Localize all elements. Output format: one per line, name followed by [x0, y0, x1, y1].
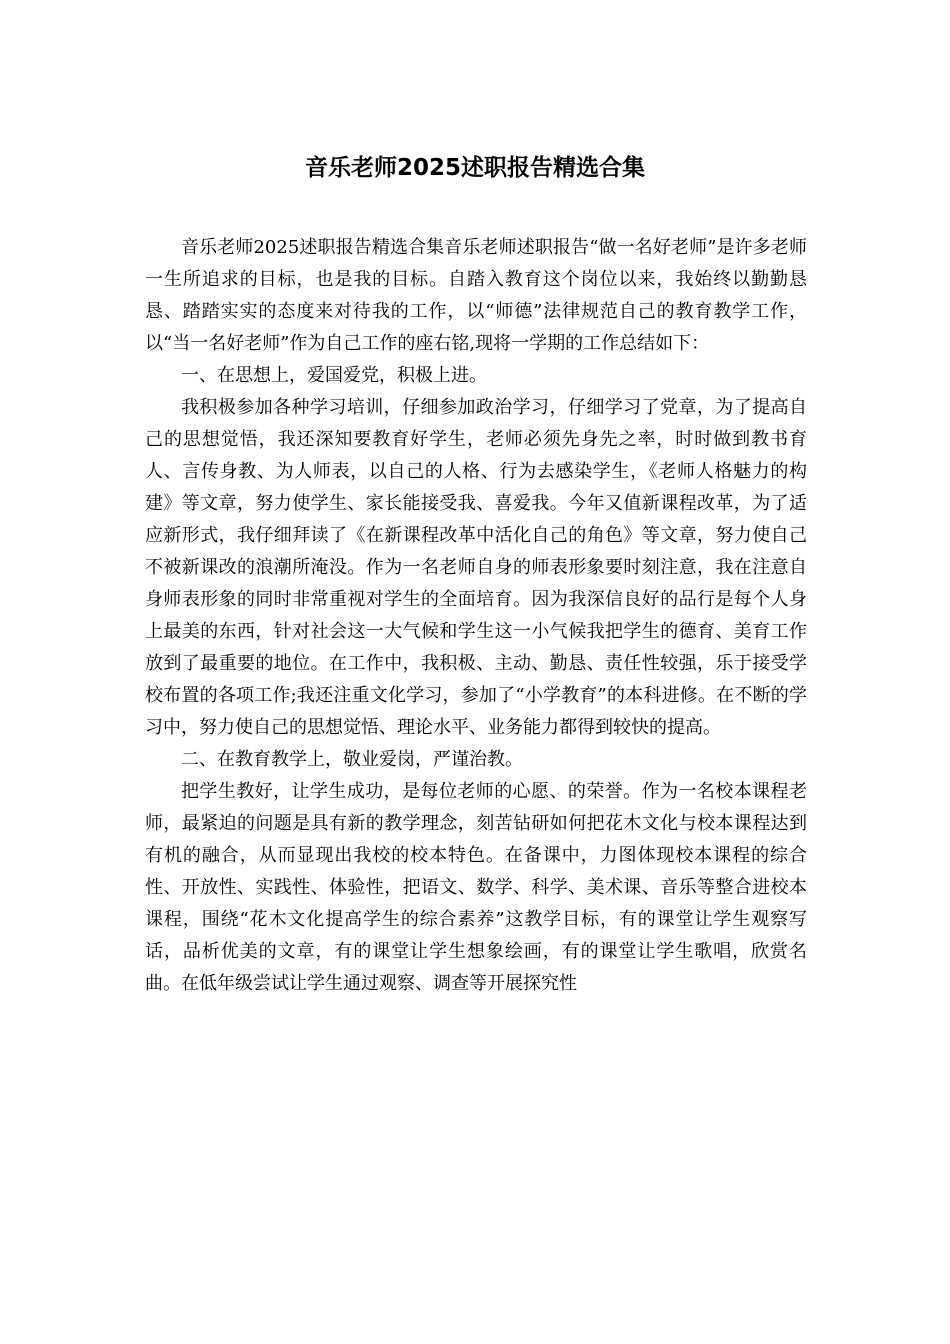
paragraph-section-2: 把学生教好，让学生成功，是每位老师的心愿、的荣誉。作为一名校本课程老师，最紧迫的问题是具有新的教学理念，刻苦钻研如何把花木文化与校本课程达到有机的融合，从而显现出我校的校本特色。在备课中，力图体现校本课程的综合性、开放性、实践性、体验性，把语文、数学、科学、美术课、音乐等整合进校本课程，围绕“花木文化提高学生的综合素养”这教学目标，有的课堂让学生观察写话，品析优美的文章，有的课堂让学生想象绘画，有的课堂让学生歌唱，欣赏名曲。在低年级尝试让学生通过观察、调查等开展探究性 [145, 781, 807, 994]
paragraph-intro: 音乐老师2025述职报告精选合集音乐老师述职报告“做一名好老师”是许多老师一生所追求的目标，也是我的目标。自踏入教育这个岗位以来，我始终以勤勤恳恳、踏踏实实的态度来对待我的工作，以“师德”法律规范自己的教育教学工作，以“当一名好老师”作为自己工作的座右铭,现将一学期的工作总结如下： [145, 237, 807, 354]
section-heading-2: 二、在教育教学上，敬业爱岗，严谨治教。 [181, 749, 523, 770]
document-title: 音乐老师2025述职报告精选合集 [304, 155, 645, 181]
section-heading-1: 一、在思想上，爱国爱党，积极上进。 [181, 365, 487, 386]
paragraph-section-1: 我积极参加各种学习培训，仔细参加政治学习，仔细学习了党章，为了提高自己的思想觉悟，我还深知要教育好学生，老师必须先身先之率，时时做到教书育人、言传身教、为人师表，以自己的人格、行为去感染学生，《老师人格魅力的构建》等文章，努力使学生、家长能接受我、喜爱我。今年又值新课程改革，为了适应新形式，我仔细拜读了《在新课程改革中活化自己的角色》等文章，努力使自己不被新课改的浪潮所淹没。作为一名老师自身的师表形象要时刻注意，我在注意自身师表形象的同时非常重视对学生的全面培育。因为我深信良好的品行是每个人身上最美的东西，针对社会这一大气候和学生这一小气候我把学生的德育、美育工作放到了最重要的地位。在工作中，我积极、主动、勤恳、责任性较强，乐于接受学校布置的各项工作;我还注重文化学习，参加了“小学教育”的本科进修。在不断的学习中，努力使自己的思想觉悟、理论水平、业务能力都得到较快的提高。 [145, 397, 807, 738]
document-body [145, 232, 807, 1000]
